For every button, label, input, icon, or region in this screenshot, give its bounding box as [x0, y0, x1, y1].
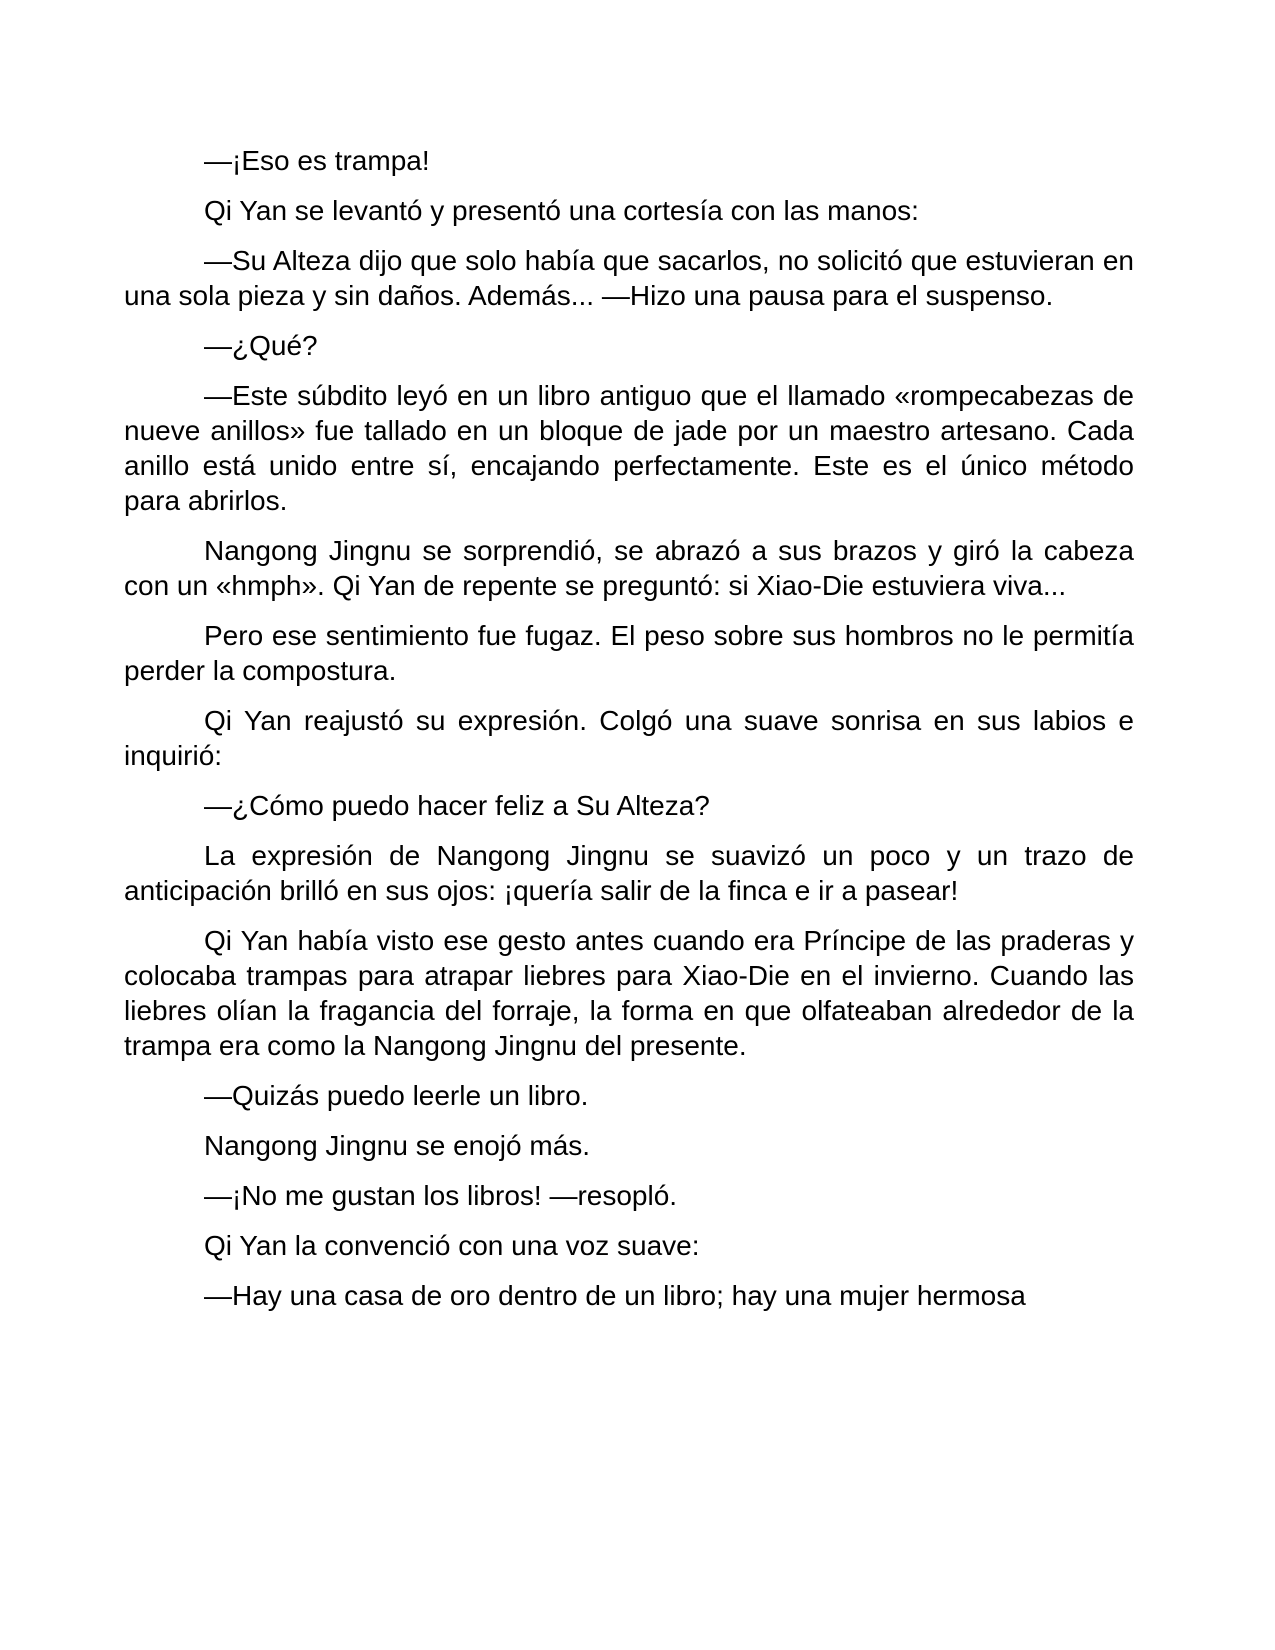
paragraph: —Este súbdito leyó en un libro antiguo que el llamado «rompecabezas de nueve anillos» fue tallado en un bloque de jade por un maestro artesano. Cada anillo está unido entre sí, encajando perfectamente. Este es el único método para abrirlos.: [124, 380, 1134, 516]
paragraph: —¡No me gustan los libros! —resopló.: [204, 1180, 678, 1211]
paragraph: —¡Eso es trampa!: [204, 145, 430, 176]
paragraph: —Su Alteza dijo que solo había que sacarlos, no solicitó que estuvieran en una sola pieza y sin daños. Además... —Hizo una pausa para el suspenso.: [124, 245, 1134, 311]
paragraph: —Quizás puedo leerle un libro.: [204, 1080, 589, 1111]
paragraph: —Hay una casa de oro dentro de un libro; hay una mujer hermosa: [204, 1280, 1026, 1311]
page-body: [124, 143, 1134, 1313]
paragraph: —¿Cómo puedo hacer feliz a Su Alteza?: [204, 790, 710, 821]
paragraph: Pero ese sentimiento fue fugaz. El peso sobre sus hombros no le permitía perder la compostura.: [124, 620, 1134, 686]
paragraph: Qi Yan reajustó su expresión. Colgó una suave sonrisa en sus labios e inquirió:: [124, 705, 1134, 771]
paragraph: Nangong Jingnu se sorprendió, se abrazó a sus brazos y giró la cabeza con un «hmph». Qi Yan de repente se preguntó: si Xiao-Die estuviera viva...: [124, 535, 1134, 601]
paragraph: La expresión de Nangong Jingnu se suavizó un poco y un trazo de anticipación brilló en sus ojos: ¡quería salir de la finca e ir a pasear!: [124, 840, 1134, 906]
paragraph: Nangong Jingnu se enojó más.: [204, 1130, 591, 1161]
paragraph: Qi Yan había visto ese gesto antes cuando era Príncipe de las praderas y colocaba trampas para atrapar liebres para Xiao-Die en el invierno. Cuando las liebres olían la fragancia del forraje, la forma en que olfateaban alrededor de la trampa era como la Nangong Jingnu del presente.: [124, 925, 1134, 1061]
paragraph: Qi Yan la convenció con una voz suave:: [204, 1230, 700, 1261]
paragraph: —¿Qué?: [204, 330, 318, 361]
paragraph: Qi Yan se levantó y presentó una cortesía con las manos:: [204, 195, 919, 226]
